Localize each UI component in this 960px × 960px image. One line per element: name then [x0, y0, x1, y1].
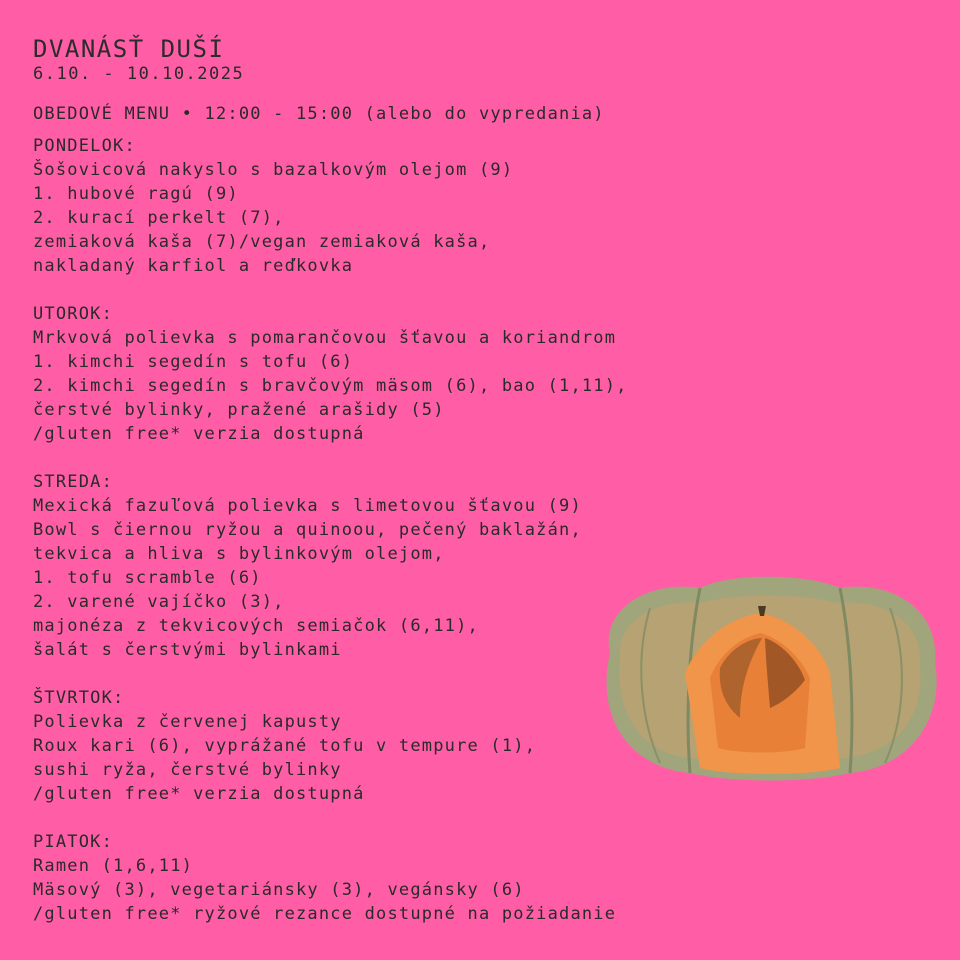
menu-line: tekvica a hliva s bylinkovým olejom, [33, 544, 445, 564]
menu-line: zemiaková kaša (7)/vegan zemiaková kaša, [33, 232, 491, 252]
day-heading: PIATOK: [33, 832, 114, 852]
menu-line: 1. kimchi segedín s tofu (6) [33, 352, 354, 372]
menu-line: Ramen (1,6,11) [33, 856, 194, 876]
menu-line: 1. tofu scramble (6) [33, 568, 262, 588]
menu-line: 2. kurací perkelt (7), [33, 208, 285, 228]
day-heading: PONDELOK: [33, 136, 136, 156]
menu-line: Mäsový (3), vegetariánsky (3), vegánsky (6) [33, 880, 525, 900]
menu-line: Bowl s čiernou ryžou a quinoou, pečený baklažán, [33, 520, 582, 540]
menu-line: sushi ryža, čerstvé bylinky [33, 760, 342, 780]
menu-dates: 6.10. - 10.10.2025 [33, 64, 245, 84]
restaurant-title: DVANÁSŤ DUŠÍ [33, 35, 225, 63]
day-heading: ŠTVRTOK: [33, 688, 125, 708]
menu-line: Polievka z červenej kapusty [33, 712, 342, 732]
menu-line: /gluten free* verzia dostupná [33, 784, 365, 804]
menu-line: majonéza z tekvicových semiačok (6,11), [33, 616, 479, 636]
day-heading: UTOROK: [33, 304, 114, 324]
pumpkin-illustration [590, 568, 945, 783]
day-heading: STREDA: [33, 472, 114, 492]
menu-line: 1. hubové ragú (9) [33, 184, 239, 204]
menu-line: čerstvé bylinky, pražené arašidy (5) [33, 400, 445, 420]
menu-line: Mexická fazuľová polievka s limetovou šťavou (9) [33, 496, 582, 516]
menu-line: Mrkvová polievka s pomarančovou šťavou a koriandrom [33, 328, 617, 348]
day-tuesday [33, 302, 933, 446]
menu-days [33, 134, 933, 926]
menu-line: 2. kimchi segedín s bravčovým mäsom (6), bao (1,11), [33, 376, 628, 396]
menu-line: nakladaný karfiol a reďkovka [33, 256, 354, 276]
menu-line: Šošovicová nakyslo s bazalkovým olejom (9) [33, 160, 514, 180]
menu-line: 2. varené vajíčko (3), [33, 592, 285, 612]
menu-line: /gluten free* ryžové rezance dostupné na požiadanie [33, 904, 617, 924]
menu-line: /gluten free* verzia dostupná [33, 424, 365, 444]
day-monday [33, 134, 933, 278]
lunch-hours: OBEDOVÉ MENU • 12:00 - 15:00 (alebo do vypredania) [33, 104, 605, 124]
menu-line: Roux kari (6), vyprážané tofu v tempure (1), [33, 736, 537, 756]
menu-page [33, 34, 933, 926]
day-friday [33, 830, 933, 926]
menu-line: šalát s čerstvými bylinkami [33, 640, 342, 660]
